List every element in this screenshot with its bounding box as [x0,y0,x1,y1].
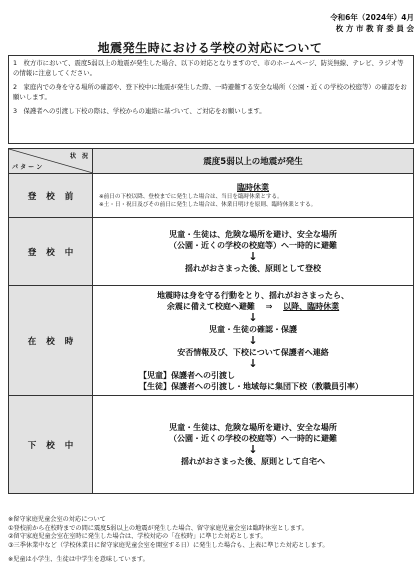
line: 揺れがおさまった後、原則として登校 [185,264,321,273]
corner-situation: 状 況 [69,153,88,160]
intro-box [8,55,414,144]
line: 【児童】保護者への引渡し [139,370,235,380]
line: 児童・生徒は、危険な場所を避け、安全な場所 [169,423,337,432]
intro-item-1: 1 枚方市において、震度5弱以上の地震が発生した場合、以下の対応となりますので、市のホームページ、防災無線、テレビ、ラジオ等の情報に注意してください。 [13,59,404,77]
line: 児童・生徒は、危険な場所を避け、安全な場所 [169,230,337,239]
closure-note: 以降、臨時休業 [283,301,340,311]
note-1: ※前日の下校以降、登校までに発生した場合は、当日を臨時休業とする。 [99,194,283,200]
line: 児童・生徒の確認・保護 [209,324,297,334]
issue-date: 令和6年（2024年）4月 [330,13,414,22]
line: （公園・近くの学校の校庭等）へ一時的に避難 [169,241,337,250]
footnote: ②留守家庭児童会室在室時に発生した場合は、学校対応の「在校時」に準じた対応とします。 [8,533,267,541]
footnote: ※留守家庭児童会室の対応について [8,516,106,523]
down-arrow-icon: ↓ [248,310,258,324]
intro-item-2: 2 家庭内での身を守る場所の確認や、登下校中に地震が発生した際、一時避難する安全な場所（公園・近くの学校の校庭等）の確認をお願いします。 [13,83,407,101]
row-label-at-school: 在校時 [9,286,93,396]
footnote: ①登校前から在校時までの間に震度5弱以上の地震が発生した場合、留守家庭児童会室は臨時休室とします。 [8,524,308,532]
line: 【生徒】保護者への引渡し・地域毎に集団下校（教職員引率） [139,381,363,391]
line: 地震時は身を守る行動をとり、揺れがおさまったら、 [157,290,349,300]
row-label-before-school: 登校前 [9,174,93,218]
row-label-commuting: 登校中 [9,218,93,286]
response-table [8,148,414,494]
table-corner [9,149,93,174]
down-arrow-icon: ↓ [248,333,258,347]
line: 揺れがおさまった後、原則として自宅へ [181,457,325,466]
line: （公園・近くの学校の校庭等）へ一時的に避難 [169,434,337,443]
line: 安否情報及び、下校について保護者へ連絡 [177,347,329,357]
temporary-closure: 臨時休業 [237,183,269,192]
footnotes [8,516,418,565]
row-label-going-home: 下校中 [9,396,93,494]
row-before-school [93,174,414,218]
row-going-home [93,396,414,494]
page-title: 地震発生時における学校の対応について [97,41,323,55]
corner-pattern: パ タ ー ン [12,164,43,171]
down-arrow-icon: ↓ [248,356,258,370]
down-arrow-icon: ↓ [248,443,258,456]
note-2: ※土・日・祝日及びその前日に発生した場合は、休業日明けを原則、臨時休業とする。 [99,202,317,208]
line [99,301,407,312]
right-arrow-icon: ⇒ [265,301,273,311]
line-part: 余震に備えて校庭へ避難 [166,301,255,311]
intro-item-3: 3 保護者への引渡し下校の際は、学校からの連絡に基づいて、ご対応をお願いします。 [13,107,266,116]
column-header: 震度5弱以上の地震が発生 [93,149,414,174]
down-arrow-icon: ↓ [248,250,258,263]
issuer: 枚 方 市 教 育 委 員 会 [335,24,414,33]
footnote: ※児童は小学生、生徒は中学生を意味しています。 [8,556,149,564]
row-commuting [93,218,414,286]
footnote: ③三季休業中など（学校休業日に留守家庭児童会室を開室する日）に発生した場合も、上表に準じた対応とします。 [8,541,329,549]
row-at-school [93,286,414,396]
